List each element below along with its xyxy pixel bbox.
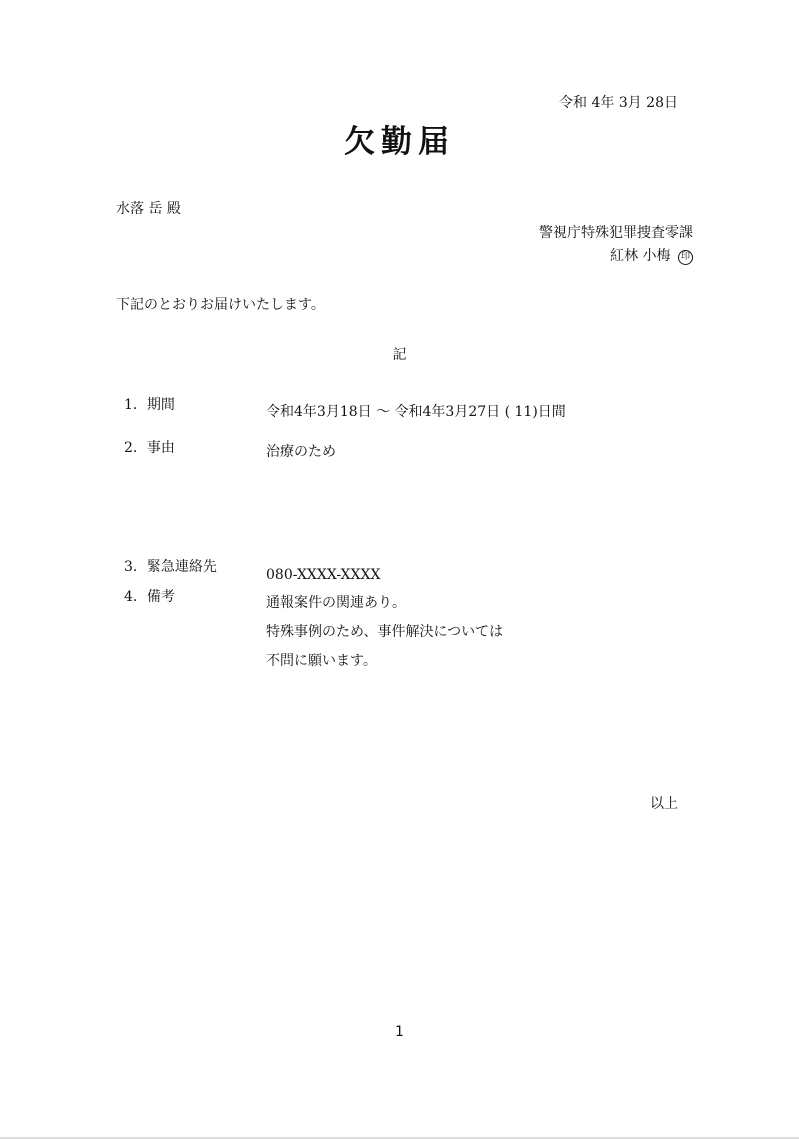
closing-text: 以上 xyxy=(650,796,678,812)
item-value-remarks-line: 特殊事例のため、事件解決については xyxy=(266,624,504,640)
intro-text: 下記のとおりお届けいたします。 xyxy=(116,297,325,313)
item-value-emergency-contact: 080-XXXX-XXXX xyxy=(266,567,381,583)
item-value-remarks-line: 不問に願います。 xyxy=(266,653,377,669)
item-value-period: 令和4年3月18日 ～ 令和4年3月27日 ( 11)日間 xyxy=(266,404,566,420)
item-value-reason: 治療のため xyxy=(266,444,336,460)
signer-name: 紅林 小梅 xyxy=(610,248,671,264)
department: 警視庁特殊犯罪捜査零課 xyxy=(539,225,693,241)
item-label-reason: 2．事由 xyxy=(124,440,175,456)
item-value-remarks-line: 通報案件の関連あり。 xyxy=(266,595,406,611)
item-label-period: 1．期間 xyxy=(124,397,175,413)
document-date: 令和 4年 3月 28日 xyxy=(559,95,678,111)
ki-heading: 記 xyxy=(392,347,407,363)
item-label-remarks: 4．備考 xyxy=(124,589,175,605)
item-label-emergency-contact: 3．緊急連絡先 xyxy=(124,559,217,575)
document-title: 欠勤届 xyxy=(344,124,455,160)
seal-icon: 印 xyxy=(678,250,693,265)
signer xyxy=(610,247,693,265)
page-number: 1 xyxy=(395,1024,404,1040)
addressee: 水落 岳 殿 xyxy=(116,201,181,217)
